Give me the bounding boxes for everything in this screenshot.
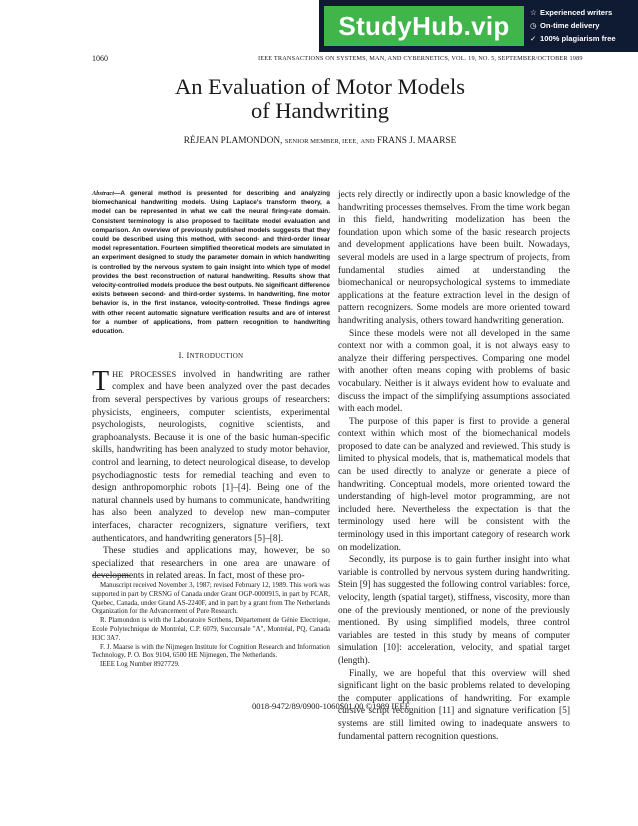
abstract-label: Abstract <box>92 190 115 197</box>
abstract-text: —A general method is presented for describing and analyzing biomechanical handwriting models. Using Laplace's transform theory, a model can be represented in what we call the neural firing-rate domain. Consistent terminology is also proposed to facilitate model evaluation and comparison. An overview of previously published models suggests that they could be described using this method, with second- and third-order linear model representation. Fourteen simplified theoretical models are simulated in an experiment designed to study the parameter domain in which handwriting is controlled by the nervous system to gain insight into which type of model provides the best reconstruction of natural handwriting. Results show that velocity-controlled models produce the best outputs. No significant difference exists between second- and third-order systems. In handwriting, fine motor behavior is, in the first instance, velocity-controlled. These findings agree with other recent automatic signature verification results and are of interest for a number of applications, from pattern recognition to handwriting education. <box>92 190 330 336</box>
drop-cap: T <box>92 365 110 397</box>
intro-paragraph-1: THE PROCESSES involved in handwriting are rather complex and have been analyzed over the past decades from several perspectives by various groups of researchers: physicists, engineers, computer scientists, experimental psychologists, neurologists, cognitive scientists, and graphoanalysts. Because it is one of the basic human-specific skills, handwriting has been analyzed to study motor behavior, control and learning, to detect neurological disease, to develop psychodiagnostic tests for remedial teaching and even to design anthropomorphic robots [1]–[4]. Being one of the natural channels used by humans to communicate, handwriting has also been analyzed to develop new man–computer interfaces, character recognizers, signature verifiers, text authenticators, and handwriting generators [5]–[8]. <box>92 365 330 544</box>
title-line-1: An Evaluation of Motor Models <box>175 74 465 99</box>
left-column <box>92 189 330 583</box>
footnote-maarse: F. J. Maarse is with the Nijmegen Institute for Cognition Research and Information Technology, P. O. Box 9104, 6500 HE Nijmegen, The Netherlands. <box>92 643 330 660</box>
banner-perks <box>530 6 636 45</box>
author-and: AND <box>360 138 375 145</box>
perk-on-time-delivery: ◷ On-time delivery <box>530 21 600 30</box>
studyhub-banner[interactable] <box>319 0 638 52</box>
footnote-plamondon: R. Plamondon is with the Laboratoire Scribens, Département de Génie Electrique, Ecole Polytechnique de Montréal, C.P. 6079, Succursale "A", Montréal, PQ, Canada H3C 3A7. <box>92 617 330 642</box>
copyright-line: 0018-9472/89/0900-1060$01.00 ©1989 IEEE <box>251 701 411 711</box>
title-line-2: of Handwriting <box>250 98 390 123</box>
perk-experienced-writers: ☆ Experienced writers <box>530 8 613 17</box>
star-icon: ☆ <box>530 8 537 17</box>
intro-paragraph-5: The purpose of this paper is first to provide a general context within which most of the biomechanical models proposed to date can be analyzed and reviewed. This study is limited to physical models, that is, mathematical models that can be used directly to analyze or generate a piece of handwriting. Conceptual models, more oriented toward the understanding of high-level motor programming, are not included here. Nevertheless the expectation is that the terminology used here will be consistent with the terminology used in this important category of research work on modelization. <box>338 416 570 553</box>
author-2: FRANS J. MAARSE <box>376 136 457 146</box>
section-heading: I. INTRODUCTION <box>178 351 244 361</box>
perk-plagiarism-free: ✓ 100% plagiarism free <box>530 34 616 43</box>
right-column <box>338 189 570 743</box>
abstract <box>92 189 330 336</box>
check-icon: ✓ <box>530 34 537 43</box>
footnotes <box>92 582 330 670</box>
intro-paragraph-3: jects rely directly or indirectly upon a basic knowledge of the handwriting processes themselves. From the time work began in this field, handwriting modelization has been the foundation upon which some of the basic research projects and development applications have been built. Nowadays, several models are used in a large spectrum of projects, from fundamental studies aimed at understanding the biomechanical or neuropsychological systems to immediate applications at the feature extraction level in the design of pattern recognizers. Some models are more oriented toward handwriting analysis, others toward handwriting generation. <box>338 190 570 326</box>
paper-title <box>100 75 540 123</box>
intro-paragraph-2: These studies and applications may, however, be so specialized that researchers in one area are unaware of developments in related areas. In fact, most of these pro- <box>92 546 330 582</box>
intro-paragraph-6: Secondly, its purpose is to gain further insight into what variable is controlled by nervous system during handwriting. Stein [9] has suggested the following control variables: force, velocity, length (spatial target), stiffness, viscosity, more than one of the previously mentioned, or none of the previously mentioned. By using simplified models, three control variables are tested in this study by means of computer simulation [10]: acceleration, velocity, and spatial target (length). <box>338 555 570 666</box>
page-number: 1060 <box>92 54 108 63</box>
footnote-manuscript: Manuscript received November 3, 1987; revised February 12, 1989. This work was supported in part by CRSNG of Canada under Grant OGP-0000915, in part by FCAR, Quebec, Canada, under Grand AS-2240F, and in part by a grant from The Netherlands Organization for the Advancement of Pure Research. <box>92 582 330 616</box>
footnote-log-number: IEEE Log Number 8927729. <box>100 661 180 669</box>
author-1: RÉJEAN PLAMONDON, <box>183 136 283 146</box>
footnote-divider <box>92 575 130 576</box>
intro-paragraph-7: Finally, we are hopeful that this overview will shed significant light on the basic problems related to developing the computer applications of handwriting. For example cursive script recognition [11] and signature verification [5] systems are still limited owing to inadequate answers to fundamental pattern recognition questions. <box>338 668 570 742</box>
running-head: IEEE TRANSACTIONS ON SYSTEMS, MAN, AND CYBERNETICS, VOL. 19, NO. 5, SEPTEMBER/OCTOBER 1989 <box>258 55 583 62</box>
intro-paragraph-4: Since these models were not all developed in the same context nor with a common goal, it is not always easy to analyze their differing perspectives. Comparing one model with another often means coping with problems of basic vocabulary. Neither is it always evident how to evaluate and discuss the impact of the simplifying assumptions associated with each model. <box>338 328 570 415</box>
studyhub-logo[interactable]: StudyHub.vip <box>324 6 524 46</box>
author-1-title: SENIOR MEMBER, IEEE, <box>284 138 358 145</box>
authors <box>100 136 540 146</box>
clock-icon: ◷ <box>530 21 537 30</box>
